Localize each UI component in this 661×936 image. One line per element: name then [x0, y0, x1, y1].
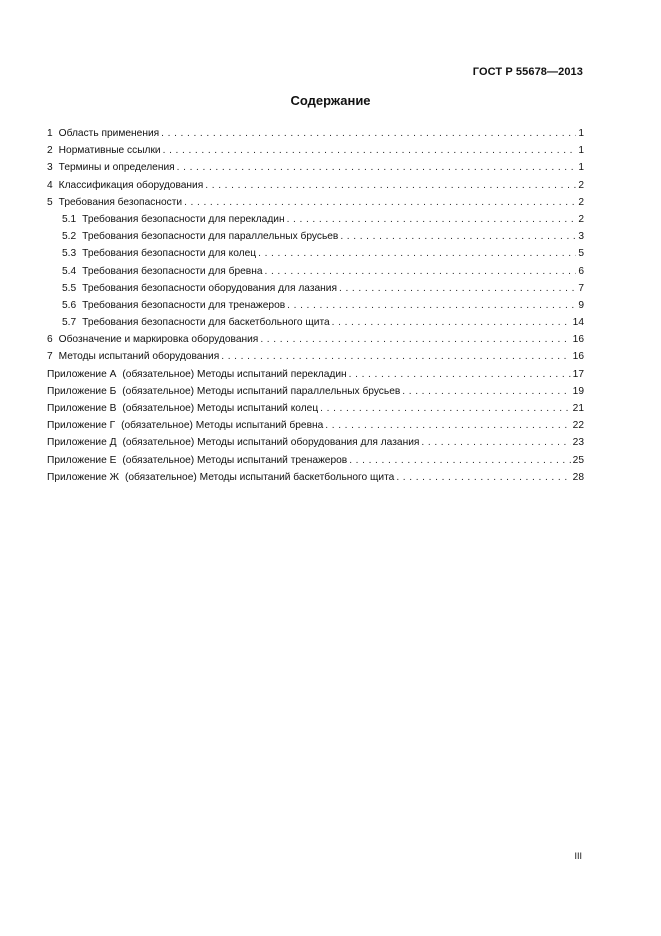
toc-dot-leader: [258, 245, 576, 262]
toc-entry-number: 5.3: [62, 248, 77, 260]
toc-entry-number: Приложение Ж: [47, 471, 119, 483]
toc-entry-number: 1: [47, 128, 53, 139]
toc-entry[interactable]: [47, 280, 584, 297]
toc-entry-title: Термины и определения: [58, 162, 175, 174]
toc-entry-title: (обязательное) Методы испытаний параллельных брусьев: [122, 385, 401, 397]
toc-entry-number: Приложение В: [47, 403, 117, 414]
toc-entry-title: Требования безопасности для баскетбольного щита: [82, 317, 330, 329]
toc-entry[interactable]: [47, 211, 584, 228]
toc-entry-title: Классификация оборудования: [58, 179, 204, 191]
toc-entry[interactable]: [47, 417, 584, 434]
toc-entry-title: Обозначение и маркировка оборудования: [58, 334, 259, 346]
toc-entry-number: 5: [47, 196, 53, 208]
toc-entry-page: 14: [572, 317, 584, 329]
toc-entry[interactable]: [47, 194, 584, 211]
toc-entry-page: 17: [572, 368, 584, 380]
toc-entry-title: Нормативные ссылки: [58, 145, 161, 157]
toc-entry[interactable]: [47, 348, 584, 365]
toc-entry-page: 22: [572, 420, 584, 432]
toc-entry-page: 1: [578, 128, 584, 139]
toc-entry-title: (обязательное) Методы испытаний оборудования для лазания: [122, 437, 420, 449]
toc-dot-leader: [161, 125, 576, 142]
toc-dot-leader: [265, 263, 577, 280]
toc-dot-leader: [287, 211, 577, 228]
toc-dot-leader: [320, 400, 571, 417]
toc-dot-leader: [177, 159, 577, 176]
toc-entry[interactable]: [47, 452, 584, 469]
toc-entry-page: 28: [572, 471, 584, 483]
toc-dot-leader: [421, 434, 570, 451]
toc-entry[interactable]: [47, 142, 584, 159]
toc-entry-page: 2: [578, 213, 584, 225]
toc-entry-title: Требования безопасности для параллельных брусьев: [82, 231, 339, 243]
toc-entry-page: 2: [578, 179, 584, 191]
toc-entry-title: Требования безопасности оборудования для лазания: [82, 282, 338, 294]
toc-entry[interactable]: [47, 434, 584, 451]
toc-entry-page: 9: [578, 299, 584, 311]
toc-entry-page: 19: [572, 385, 584, 397]
toc-entry-page: 7: [578, 282, 584, 294]
toc-entry[interactable]: [47, 125, 584, 142]
toc-entry-number: Приложение Г: [47, 420, 116, 432]
toc-dot-leader: [287, 297, 576, 314]
toc-entry-page: 1: [578, 162, 584, 174]
toc-dot-leader: [184, 194, 576, 211]
toc-entry-page: 5: [578, 248, 584, 260]
toc-entry[interactable]: [47, 177, 584, 194]
toc-dot-leader: [339, 280, 576, 297]
toc-entry-number: 5.5: [62, 282, 77, 294]
toc-entry-number: 5.4: [62, 265, 77, 277]
toc-entry-title: (обязательное) Методы испытаний перекладин: [122, 368, 347, 380]
toc-entry[interactable]: [47, 263, 584, 280]
toc-entry[interactable]: [47, 331, 584, 348]
toc-entry[interactable]: [47, 159, 584, 176]
toc-dot-leader: [260, 331, 570, 348]
toc-entry-number: Приложение Е: [47, 454, 117, 466]
toc-entry-page: 25: [572, 454, 584, 466]
toc-entry[interactable]: [47, 469, 584, 486]
table-of-contents: [47, 125, 584, 486]
toc-dot-leader: [332, 314, 571, 331]
toc-dot-leader: [163, 142, 577, 159]
toc-entry-number: 3: [47, 162, 53, 174]
toc-entry[interactable]: [47, 400, 584, 417]
toc-dot-leader: [205, 177, 576, 194]
toc-entry-page: 2: [578, 196, 584, 208]
toc-entry-page: 1: [578, 145, 584, 157]
toc-entry-number: 6: [47, 334, 53, 346]
toc-entry-number: 5.2: [62, 231, 77, 243]
toc-entry-title: Область применения: [58, 128, 160, 139]
toc-entry-title: (обязательное) Методы испытаний баскетбольного щита: [125, 471, 395, 483]
toc-entry-title: Требования безопасности для колец: [82, 248, 257, 260]
toc-entry-page: 23: [572, 437, 584, 449]
toc-entry-title: Требования безопасности для перекладин: [82, 213, 285, 225]
toc-entry-title: (обязательное) Методы испытаний тренажеров: [122, 454, 348, 466]
toc-entry-page: 3: [578, 231, 584, 243]
toc-entry[interactable]: [47, 228, 584, 245]
toc-dot-leader: [349, 452, 570, 469]
toc-entry-title: Требования безопасности: [58, 196, 183, 208]
toc-entry-page: 16: [572, 351, 584, 363]
toc-entry[interactable]: [47, 297, 584, 314]
toc-entry-number: 4: [47, 179, 53, 191]
toc-entry-number: 5.6: [62, 299, 77, 311]
toc-entry-title: Требования безопасности для бревна: [82, 265, 263, 277]
toc-entry-title: Требования безопасности для тренажеров: [82, 299, 286, 311]
toc-dot-leader: [349, 366, 571, 383]
page-number: III: [574, 851, 582, 861]
toc-entry-number: Приложение Б: [47, 385, 117, 397]
toc-entry[interactable]: [47, 383, 584, 400]
toc-entry-number: 2: [47, 145, 53, 157]
toc-entry-page: 21: [572, 403, 584, 414]
toc-entry-number: Приложение А: [47, 368, 117, 380]
toc-dot-leader: [396, 469, 570, 486]
toc-dot-leader: [402, 383, 570, 400]
toc-dot-leader: [340, 228, 576, 245]
toc-entry[interactable]: [47, 314, 584, 331]
toc-dot-leader: [221, 348, 570, 365]
toc-entry-number: Приложение Д: [47, 437, 117, 449]
toc-entry-page: 6: [578, 265, 584, 277]
document-code: ГОСТ Р 55678—2013: [472, 66, 583, 78]
toc-entry-number: 5.1: [62, 213, 77, 225]
toc-dot-leader: [325, 417, 570, 434]
toc-entry-page: 16: [572, 334, 584, 346]
toc-entry[interactable]: [47, 245, 584, 262]
toc-entry-title: (обязательное) Методы испытаний колец: [122, 403, 319, 414]
toc-entry-number: 7: [47, 351, 53, 363]
toc-entry-number: 5.7: [62, 317, 77, 329]
toc-entry[interactable]: [47, 366, 584, 383]
page-title: Содержание: [290, 93, 371, 108]
toc-entry-title: Методы испытаний оборудования: [58, 351, 220, 363]
toc-entry-title: (обязательное) Методы испытаний бревна: [121, 420, 324, 432]
